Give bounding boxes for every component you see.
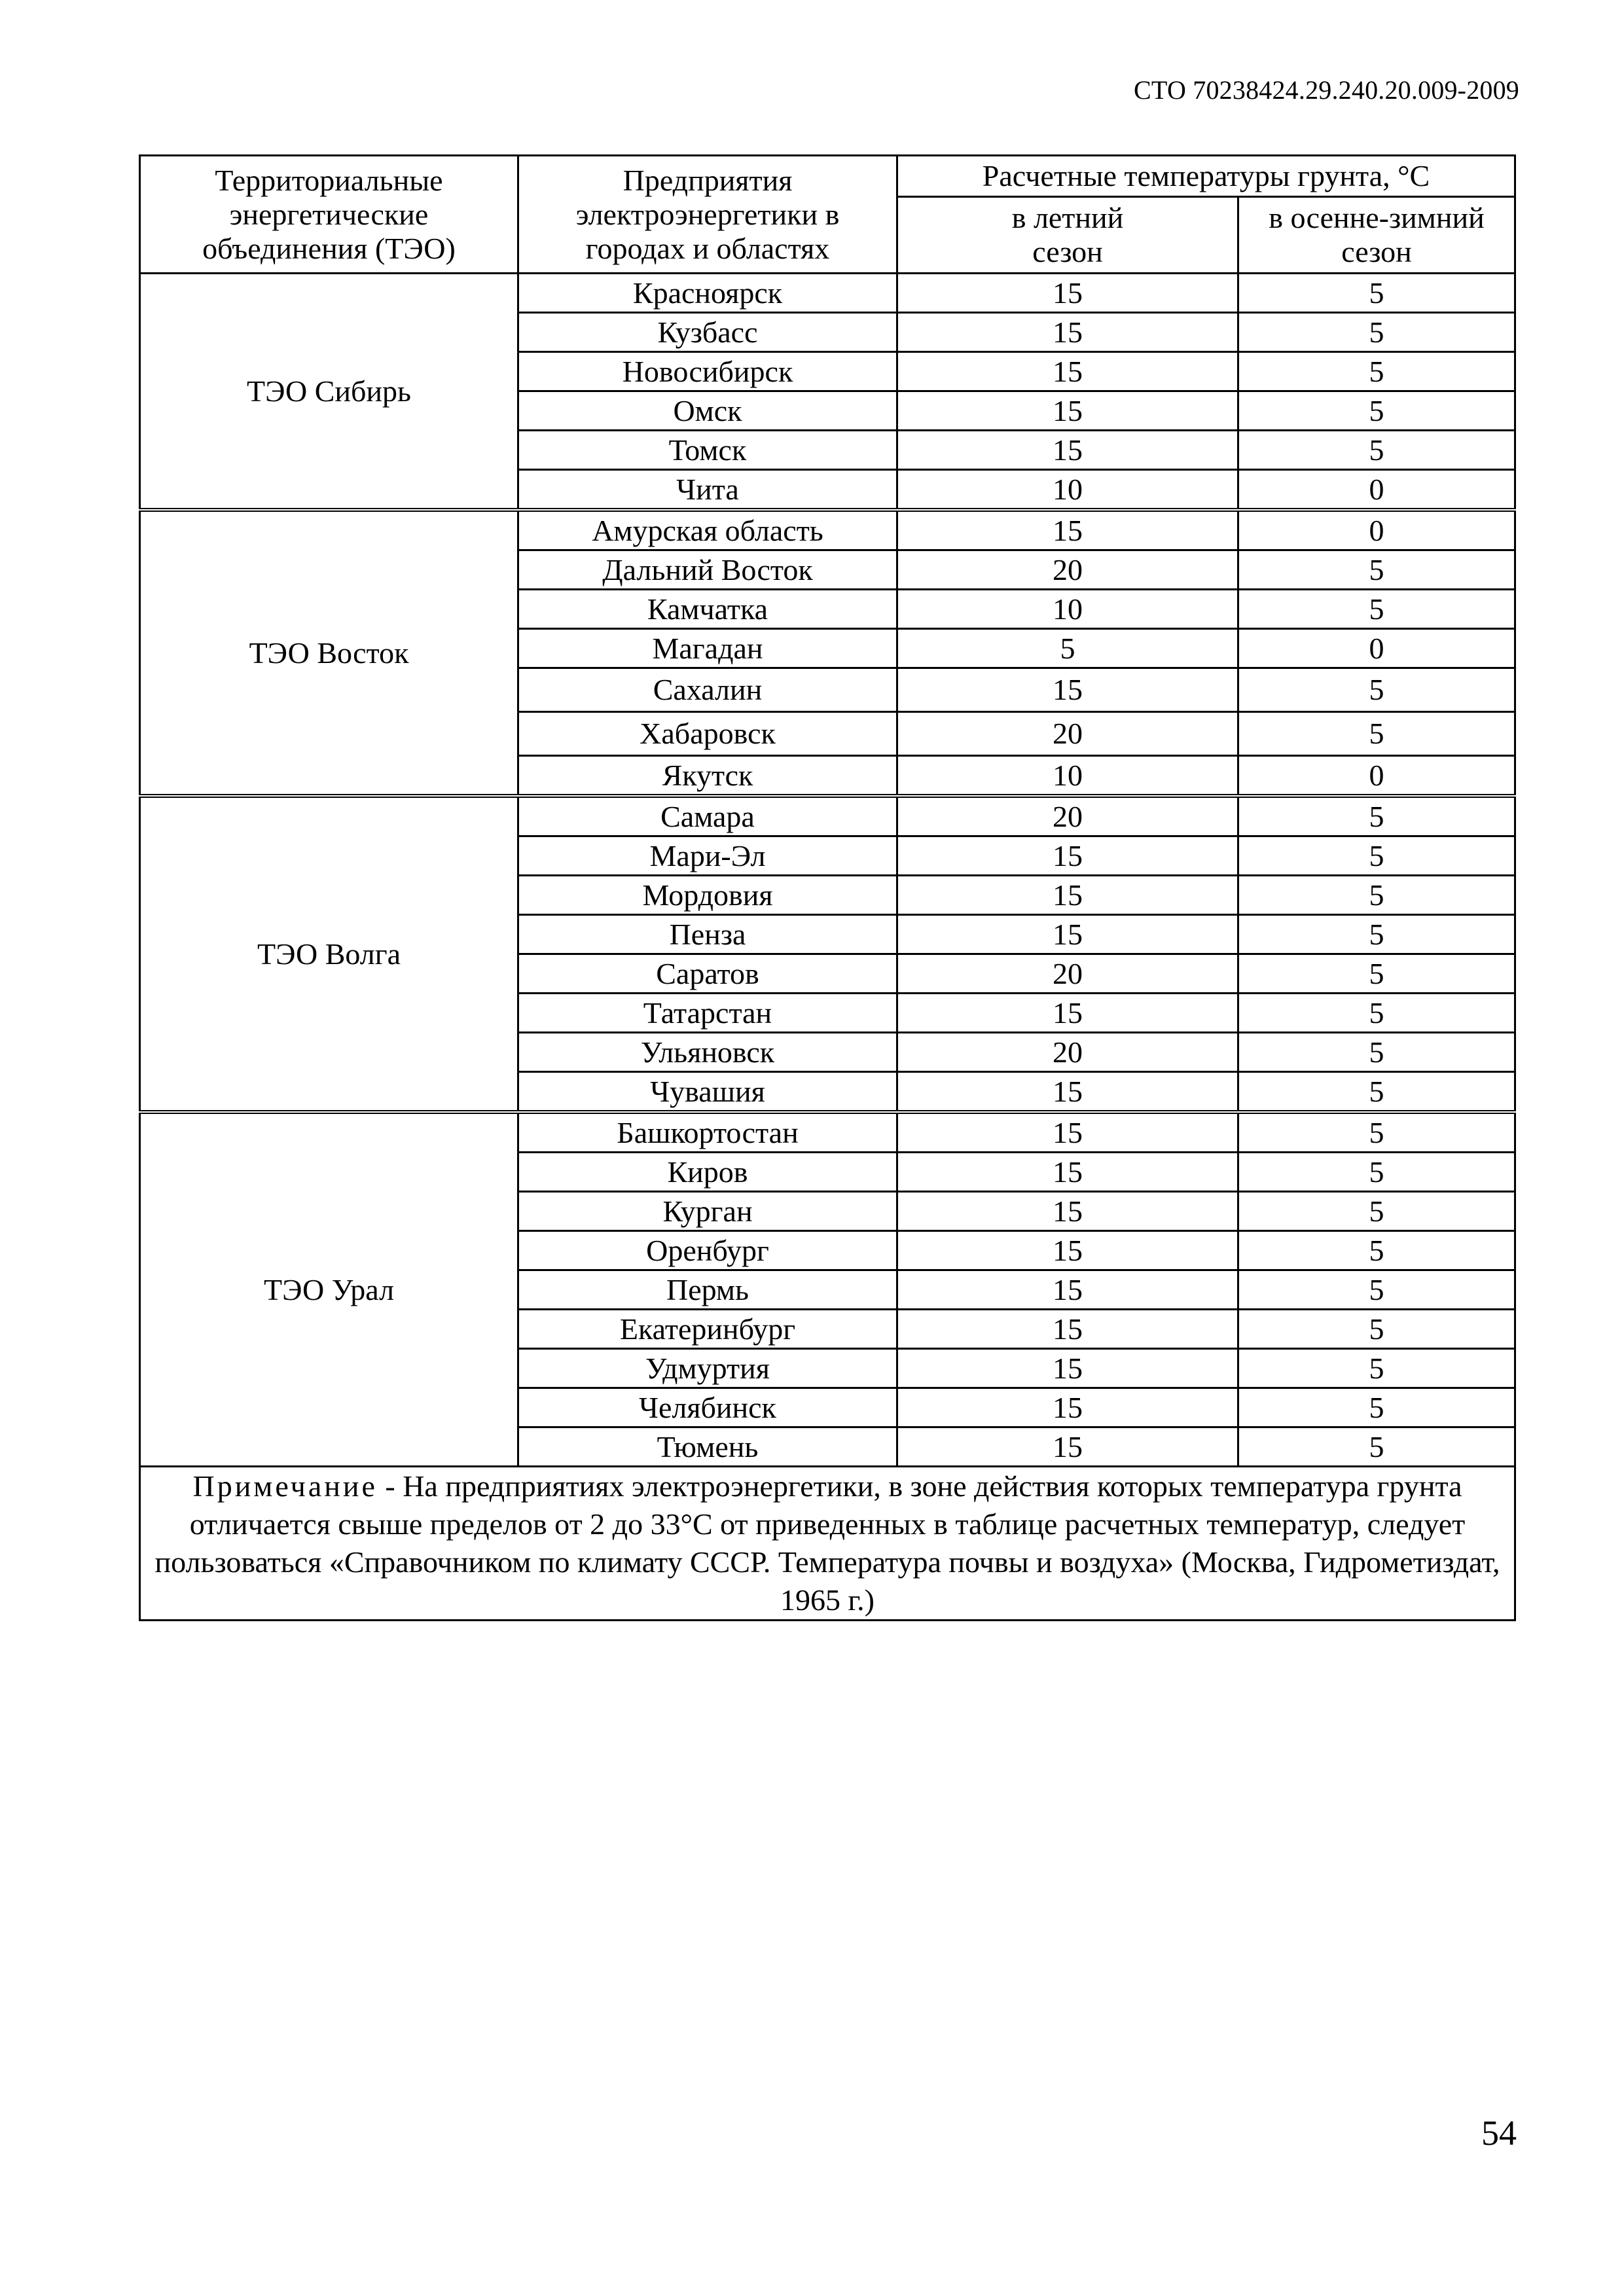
winter-temp-cell: 5 [1238,1270,1515,1310]
winter-temp-cell: 5 [1238,274,1515,313]
summer-temp-cell: 15 [897,876,1238,915]
summer-temp-cell: 15 [897,1072,1238,1113]
table-row [140,274,1515,313]
header-teo [140,156,518,274]
summer-temp-cell: 15 [897,994,1238,1033]
teo-group-name: ТЭО Восток [140,510,518,796]
enterprise-cell: Челябинск [518,1388,897,1427]
enterprise-cell: Красноярск [518,274,897,313]
enterprise-cell: Чита [518,470,897,511]
summer-temp-cell: 20 [897,954,1238,994]
summer-temp-cell: 20 [897,1033,1238,1072]
summer-temp-cell: 15 [897,1310,1238,1349]
winter-temp-cell: 5 [1238,1112,1515,1153]
document-code: СТО 70238424.29.240.20.009-2009 [1134,75,1519,105]
winter-temp-cell: 5 [1238,1349,1515,1388]
enterprise-cell: Камчатка [518,590,897,629]
winter-temp-cell: 5 [1238,1033,1515,1072]
summer-temp-cell: 15 [897,431,1238,470]
header-teo-line: Территориальные [215,163,443,197]
enterprise-cell: Пермь [518,1270,897,1310]
winter-temp-cell: 5 [1238,391,1515,431]
enterprise-cell: Курган [518,1192,897,1231]
winter-temp-cell: 5 [1238,836,1515,876]
header-enterprises-line: электроэнергетики в [575,197,840,231]
winter-temp-cell: 5 [1238,668,1515,712]
summer-temp-cell: 15 [897,1153,1238,1192]
winter-temp-cell: 5 [1238,1427,1515,1467]
winter-temp-cell: 5 [1238,1388,1515,1427]
enterprise-cell: Мордовия [518,876,897,915]
enterprise-cell: Пенза [518,915,897,954]
summer-temp-cell: 15 [897,1349,1238,1388]
header-teo-line: энергетические [229,197,429,231]
winter-temp-cell: 5 [1238,876,1515,915]
enterprise-cell: Дальний Восток [518,550,897,590]
table-row [140,796,1515,836]
winter-temp-cell: 5 [1238,590,1515,629]
winter-temp-cell: 5 [1238,712,1515,756]
winter-temp-cell: 5 [1238,431,1515,470]
winter-temp-cell: 5 [1238,1231,1515,1270]
header-winter-line: в осенне-зимний [1269,201,1485,234]
header-summer-line: сезон [1032,235,1103,268]
teo-group-name: ТЭО Сибирь [140,274,518,511]
winter-temp-cell: 5 [1238,954,1515,994]
enterprise-cell: Киров [518,1153,897,1192]
winter-temp-cell: 0 [1238,510,1515,550]
winter-temp-cell: 5 [1238,1192,1515,1231]
winter-temp-cell: 5 [1238,313,1515,352]
enterprise-cell: Амурская область [518,510,897,550]
summer-temp-cell: 15 [897,1231,1238,1270]
header-winter-line: сезон [1341,235,1412,268]
winter-temp-cell: 5 [1238,1310,1515,1349]
header-enterprises [518,156,897,274]
summer-temp-cell: 5 [897,629,1238,668]
header-enterprises-line: городах и областях [585,231,830,265]
summer-temp-cell: 20 [897,712,1238,756]
winter-temp-cell: 5 [1238,915,1515,954]
enterprise-cell: Башкортостан [518,1112,897,1153]
enterprise-cell: Чувашия [518,1072,897,1113]
summer-temp-cell: 10 [897,470,1238,511]
summer-temp-cell: 15 [897,274,1238,313]
winter-temp-cell: 5 [1238,994,1515,1033]
summer-temp-cell: 20 [897,550,1238,590]
enterprise-cell: Магадан [518,629,897,668]
summer-temp-cell: 15 [897,1427,1238,1467]
enterprise-cell: Оренбург [518,1231,897,1270]
winter-temp-cell: 5 [1238,796,1515,836]
summer-temp-cell: 15 [897,1192,1238,1231]
enterprise-cell: Томск [518,431,897,470]
winter-temp-cell: 0 [1238,629,1515,668]
enterprise-cell: Самара [518,796,897,836]
summer-temp-cell: 15 [897,1270,1238,1310]
enterprise-cell: Мари-Эл [518,836,897,876]
enterprise-cell: Екатеринбург [518,1310,897,1349]
teo-group-name: ТЭО Волга [140,796,518,1112]
table-row [140,1112,1515,1153]
winter-temp-cell: 5 [1238,352,1515,391]
winter-temp-cell: 5 [1238,1153,1515,1192]
summer-temp-cell: 15 [897,915,1238,954]
enterprise-cell: Удмуртия [518,1349,897,1388]
summer-temp-cell: 15 [897,668,1238,712]
table-body [140,274,1515,1467]
header-teo-line: объединения (ТЭО) [202,231,456,265]
enterprise-cell: Саратов [518,954,897,994]
summer-temp-cell: 15 [897,1388,1238,1427]
summer-temp-cell: 15 [897,391,1238,431]
header-summer-line: в летний [1011,201,1124,234]
enterprise-cell: Тюмень [518,1427,897,1467]
summer-temp-cell: 15 [897,836,1238,876]
summer-temp-cell: 10 [897,590,1238,629]
enterprise-cell: Сахалин [518,668,897,712]
summer-temp-cell: 15 [897,510,1238,550]
enterprise-cell: Омск [518,391,897,431]
page-number: 54 [1481,2113,1517,2153]
header-enterprises-line: Предприятия [623,163,793,197]
header-winter-season [1238,197,1515,274]
enterprise-cell: Татарстан [518,994,897,1033]
table-row [140,510,1515,550]
enterprise-cell: Кузбасс [518,313,897,352]
winter-temp-cell: 0 [1238,470,1515,511]
winter-temp-cell: 0 [1238,756,1515,797]
header-summer-season [897,197,1238,274]
winter-temp-cell: 5 [1238,1072,1515,1113]
summer-temp-cell: 15 [897,1112,1238,1153]
teo-group-name: ТЭО Урал [140,1112,518,1467]
summer-temp-cell: 15 [897,313,1238,352]
enterprise-cell: Якутск [518,756,897,797]
table-note [140,1467,1515,1621]
note-text: - На предприятиях электроэнергетики, в зоне действия которых температура грунта отличается свыше пределов от 2 до 33°С от приведенных в таблице расчетных температур, следует пользоваться «Справочником по климату СССР. Температура почвы и воздуха» (Москва, Гидрометиздат, 1965 г.) [154,1469,1500,1617]
winter-temp-cell: 5 [1238,550,1515,590]
ground-temperature-table [139,154,1516,1621]
summer-temp-cell: 20 [897,796,1238,836]
header-ground-temperature: Расчетные температуры грунта, °С [897,156,1515,197]
summer-temp-cell: 15 [897,352,1238,391]
note-label: Примечание [192,1469,378,1503]
summer-temp-cell: 10 [897,756,1238,797]
enterprise-cell: Новосибирск [518,352,897,391]
enterprise-cell: Ульяновск [518,1033,897,1072]
enterprise-cell: Хабаровск [518,712,897,756]
